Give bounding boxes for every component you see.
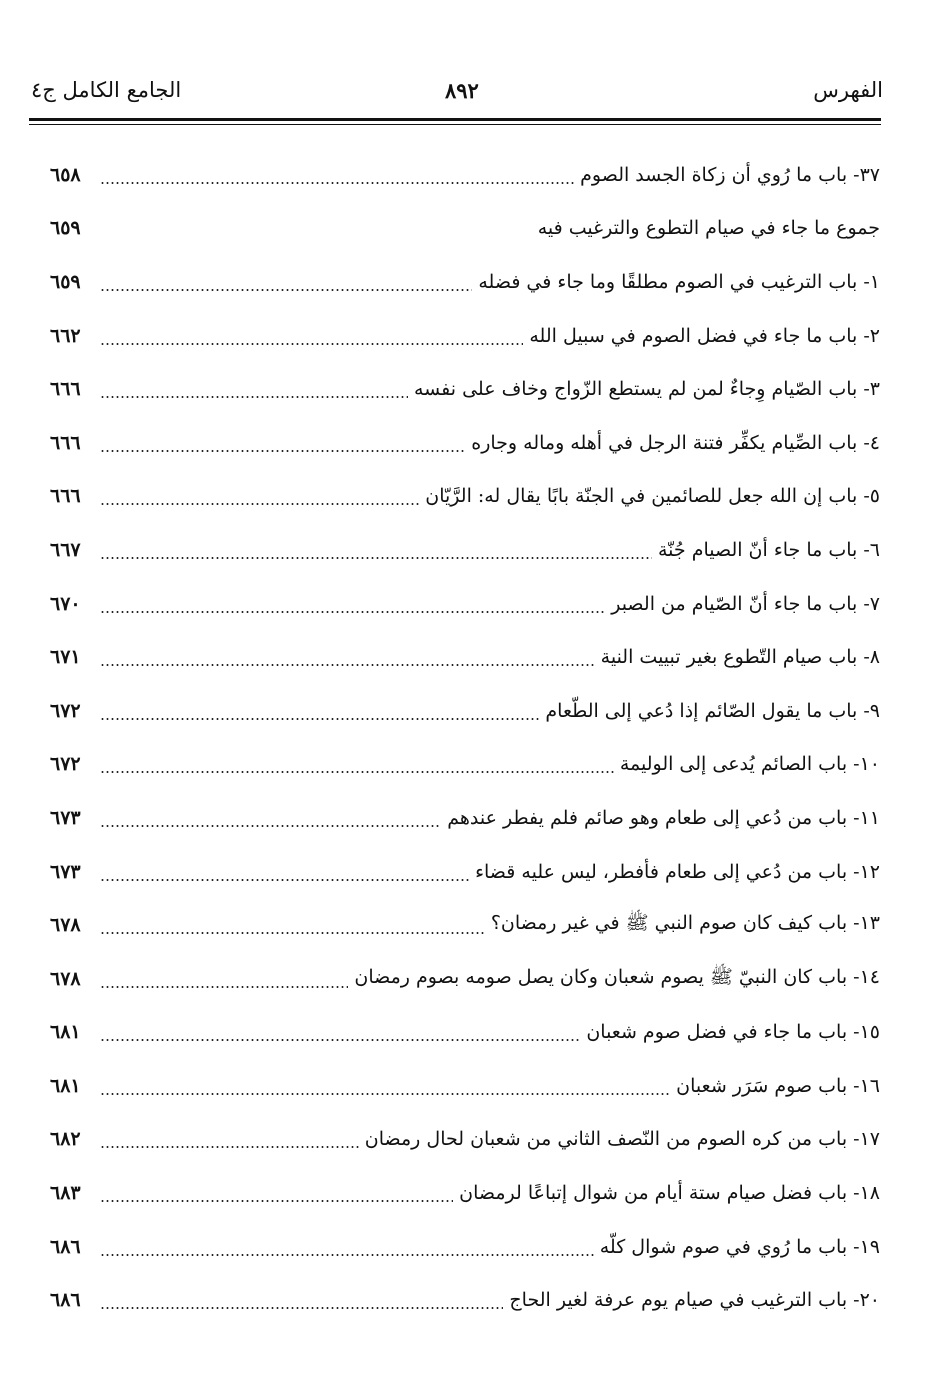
- toc-entry-title: ١٤- باب كان النبيّ ﷺ يصوم شعبان وكان يصل صومه بصوم رمضان: [354, 965, 880, 988]
- toc-entry: [50, 684, 880, 738]
- toc-entry: [50, 1006, 880, 1060]
- toc-entry: [50, 898, 880, 952]
- toc-entry-page: ٦٧٢: [50, 699, 81, 722]
- toc-entry-title: ٢٠- باب الترغيب في صيام يوم عرفة لغير الحاج: [509, 1289, 880, 1312]
- toc-entry: [50, 845, 880, 899]
- toc-entry-title: ٧- باب ما جاء أنّ الصّيام من الصبر: [611, 592, 880, 615]
- toc-entry-page: ٦٥٨: [50, 163, 81, 186]
- toc-entry: [50, 630, 880, 684]
- toc-entry-title: ٨- باب صيام التّطوع بغير تبييت النية: [600, 646, 880, 669]
- toc-entry-title: ١٧- باب من كره الصوم من النّصف الثاني من شعبان لحال رمضان: [364, 1128, 880, 1151]
- toc-entry: [50, 309, 880, 363]
- toc-entry-title: ١٣- باب كيف كان صوم النبي ﷺ في غير رمضان؟: [490, 912, 880, 935]
- toc-entry-title: ٣٧- باب ما رُوي أن زكاة الجسد الصوم: [580, 163, 880, 186]
- dot-leader: [100, 1039, 580, 1041]
- dot-leader: [100, 182, 574, 184]
- dot-leader: [100, 557, 652, 559]
- dot-leader: [100, 343, 523, 345]
- toc-entry-title: ٢- باب ما جاء في فضل الصوم في سبيل الله: [529, 324, 880, 347]
- table-of-contents: [50, 148, 880, 1327]
- toc-entry-title: ١٩- باب ما رُوي في صوم شوال كلّه: [599, 1235, 880, 1258]
- header-rule-thin: [29, 124, 881, 125]
- toc-entry: [50, 362, 880, 416]
- toc-entry-page: ٦٦٦: [50, 485, 81, 508]
- dot-leader: [100, 450, 465, 452]
- toc-entry-page: ٦٨٣: [50, 1182, 81, 1205]
- dot-leader: [100, 664, 595, 666]
- toc-entry-title: ١٢- باب من دُعي إلى طعام فأفطر، ليس عليه قضاء: [475, 860, 880, 883]
- toc-entry: [50, 1059, 880, 1113]
- toc-entry: [50, 255, 880, 309]
- dot-leader: [100, 771, 614, 773]
- toc-entry: [50, 1273, 880, 1327]
- toc-entry-page: ٦٧٣: [50, 806, 81, 829]
- toc-entry: [50, 577, 880, 631]
- toc-entry-page: ٦٧١: [50, 646, 81, 669]
- toc-entry-page: ٦٥٩: [50, 270, 81, 293]
- toc-entry: [50, 470, 880, 524]
- dot-leader: [100, 611, 605, 613]
- toc-entry-page: ٦٨٢: [50, 1128, 81, 1151]
- toc-entry-page: ٦٨٦: [50, 1235, 81, 1258]
- dot-leader: [100, 1093, 670, 1095]
- toc-entry-page: ٦٧٨: [50, 914, 81, 937]
- toc-entry-page: ٦٧٢: [50, 753, 81, 776]
- toc-entry: [50, 202, 880, 256]
- page-number: ٨٩٢: [445, 78, 479, 103]
- toc-entry-title: ٦- باب ما جاء أنّ الصيام جُنّة: [657, 538, 880, 561]
- toc-entry-title: ١٨- باب فضل صيام ستة أيام من شوال إتباعًا لرمضان: [459, 1182, 880, 1205]
- dot-leader: [100, 1200, 453, 1202]
- toc-entry-page: ٦٦٢: [50, 324, 81, 347]
- dot-leader: [100, 986, 348, 988]
- toc-entry: [50, 738, 880, 792]
- toc-entry-page: ٦٨١: [50, 1074, 81, 1097]
- toc-entry-page: ٦٦٦: [50, 378, 81, 401]
- toc-entry-title: ٤- باب الصِّيام يكفِّر فتنة الرجل في أهله وماله وجاره: [471, 431, 880, 454]
- toc-entry-title: ١- باب الترغيب في الصوم مطلقًا وما جاء في فضله: [478, 270, 880, 293]
- toc-entry-page: ٦٦٧: [50, 538, 81, 561]
- toc-entry-page: ٦٨٦: [50, 1289, 81, 1312]
- section-title: الفهرس: [813, 78, 883, 102]
- toc-entry-title: ١٠- باب الصائم يُدعى إلى الوليمة: [619, 753, 880, 776]
- header-rule-thick: [29, 118, 881, 121]
- toc-entry: [50, 1166, 880, 1220]
- toc-entry-title: ٩- باب ما يقول الصّائم إذا دُعي إلى الطّعام: [545, 699, 880, 722]
- toc-entry-page: ٦٨١: [50, 1021, 81, 1044]
- page-header: [0, 0, 941, 120]
- book-title: الجامع الكامل ج٤: [31, 78, 182, 102]
- dot-leader: [100, 1307, 503, 1309]
- toc-entry: [50, 523, 880, 577]
- toc-entry-page: ٦٦٦: [50, 431, 81, 454]
- toc-entry-title: ١٦- باب صوم سَرَر شعبان: [676, 1074, 880, 1097]
- toc-entry-title: ١٥- باب ما جاء في فضل صوم شعبان: [586, 1021, 880, 1044]
- toc-entry-page: ٦٥٩: [50, 217, 81, 240]
- dot-leader: [100, 1254, 594, 1256]
- toc-entry-title: ١١- باب من دُعي إلى طعام وهو صائم فلم يفطر عندهم: [447, 806, 880, 829]
- toc-entry-title: ٣- باب الصّيام وِجاءٌ لمن لم يستطع الزّواج وخاف على نفسه: [414, 378, 880, 401]
- dot-leader: [100, 879, 469, 881]
- toc-entry: [50, 952, 880, 1006]
- dot-leader: [100, 289, 472, 291]
- toc-entry: [50, 416, 880, 470]
- toc-entry-page: ٦٧٠: [50, 592, 81, 615]
- dot-leader: [100, 825, 441, 827]
- toc-entry-page: ٦٧٣: [50, 860, 81, 883]
- dot-leader: [100, 503, 419, 505]
- toc-entry-title: ٥- باب إن الله جعل للصائمين في الجنّة بابًا يقال له: الرَّيّان: [425, 485, 880, 508]
- toc-entry-page: ٦٧٨: [50, 967, 81, 990]
- toc-entry: [50, 791, 880, 845]
- dot-leader: [100, 1146, 359, 1148]
- dot-leader: [100, 235, 532, 237]
- dot-leader: [100, 396, 408, 398]
- toc-entry-title: جموع ما جاء في صيام التطوع والترغيب فيه: [537, 217, 880, 240]
- dot-leader: [100, 932, 485, 934]
- toc-entry: [50, 148, 880, 202]
- toc-entry: [50, 1220, 880, 1274]
- toc-entry: [50, 1113, 880, 1167]
- dot-leader: [100, 718, 539, 720]
